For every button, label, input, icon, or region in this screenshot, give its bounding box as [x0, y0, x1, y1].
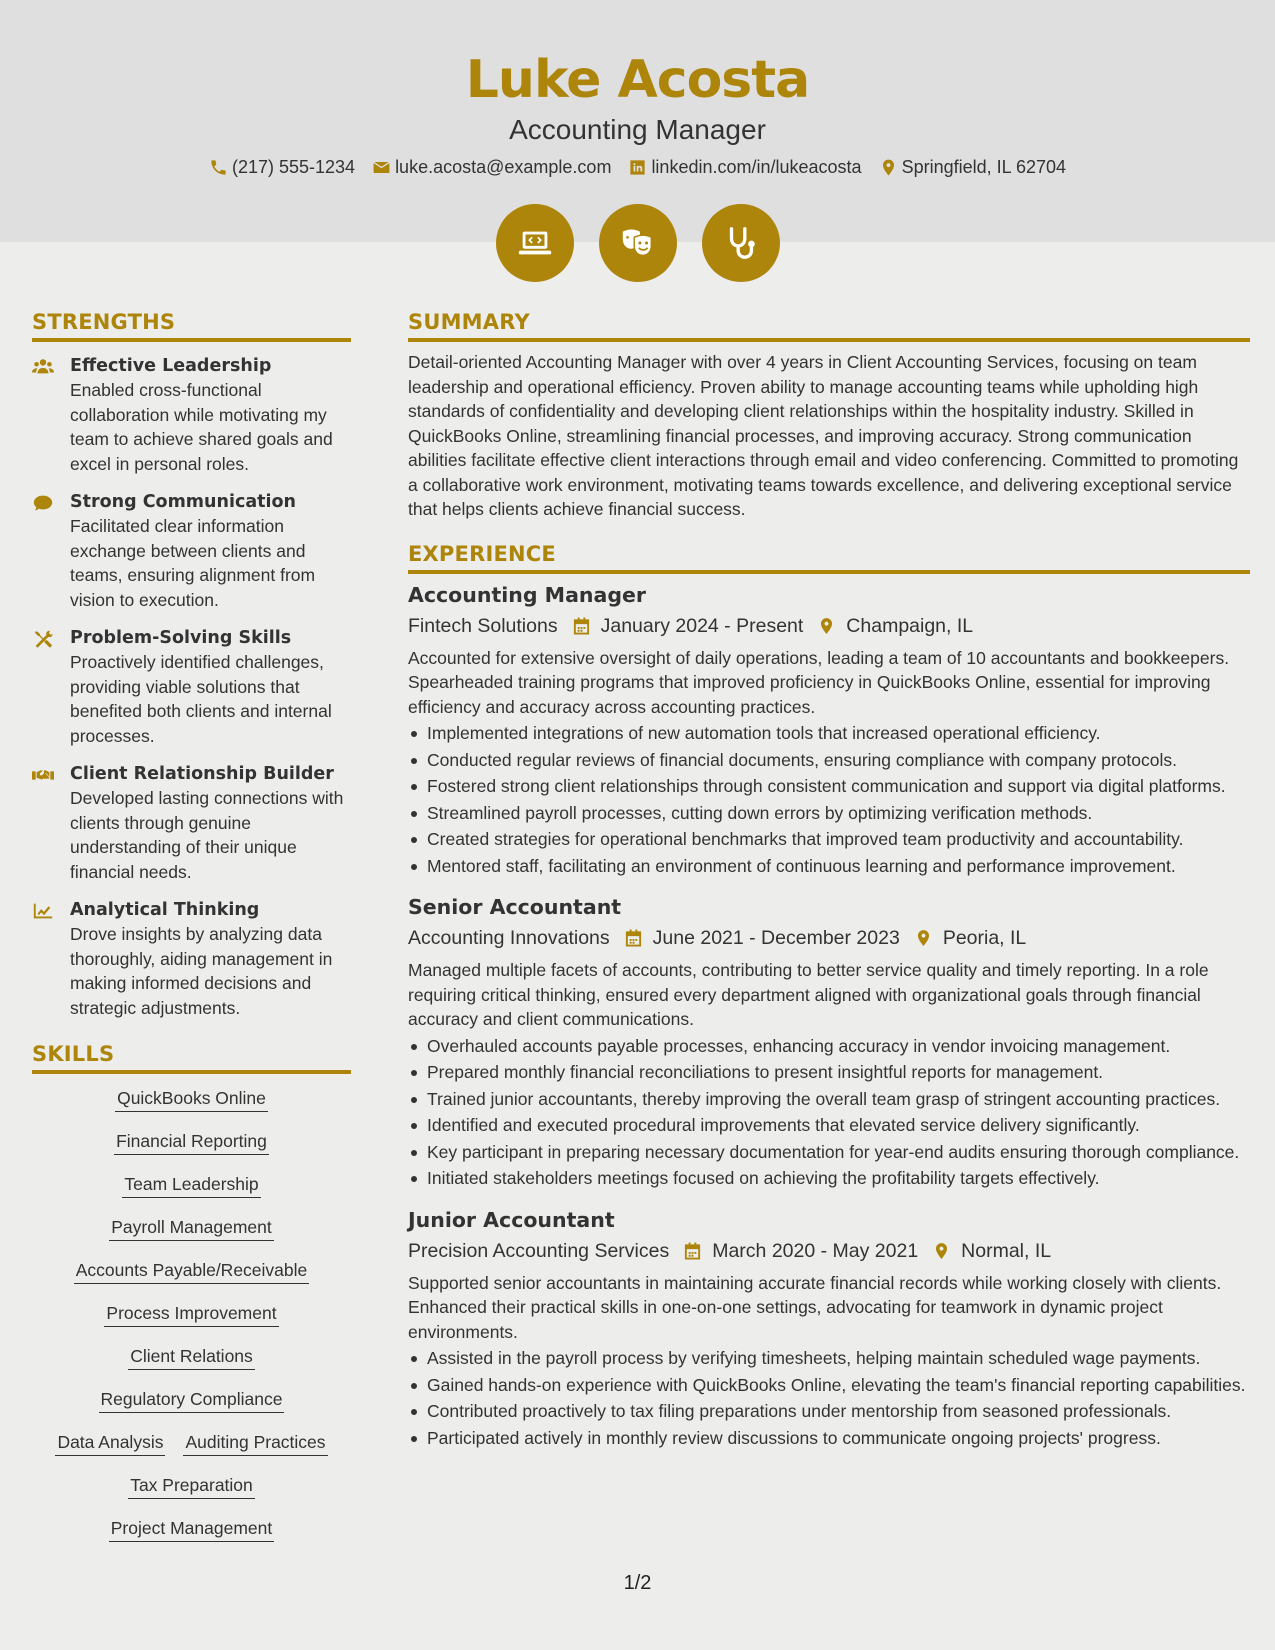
candidate-name: Luke Acosta	[465, 50, 810, 110]
map-marker-icon	[817, 616, 836, 636]
summary-heading: SUMMARY	[408, 308, 1250, 342]
strength-title: Client Relationship Builder	[70, 764, 334, 784]
strength-desc: Enabled cross-functional collaboration while motivating my team to achieve shared goals and excel in personal roles.	[70, 380, 333, 474]
strength-desc: Facilitated clear information exchange between clients and teams, ensuring alignment from vision to execution.	[70, 516, 316, 610]
job-title: Junior Accountant	[408, 1207, 615, 1232]
job-description: Managed multiple facets of accounts, contributing to better service quality and timely reporting. In a role requiring critical thinking, ensured every department aligned with organizational goals through financial accuracy and client communications.	[408, 960, 1209, 1029]
skills-list	[32, 1086, 351, 1542]
list-item: Prepared monthly financial reconciliations to present insightful reports for management.	[408, 1060, 1250, 1085]
linkedin-icon	[628, 158, 647, 177]
skill-tag: Payroll Management	[109, 1215, 274, 1241]
strength-title: Effective Leadership	[70, 356, 272, 376]
job-entry	[408, 1205, 1250, 1451]
job-company: Fintech Solutions	[408, 614, 558, 637]
linkedin-text: linkedin.com/in/lukeacosta	[651, 157, 862, 177]
experience-section	[408, 540, 1250, 1451]
job-meta	[408, 612, 1250, 640]
skill-tag: Process Improvement	[104, 1301, 278, 1327]
job-bullets	[408, 1034, 1250, 1191]
strength-title: Problem-Solving Skills	[70, 628, 292, 648]
contact-linkedin[interactable]	[628, 155, 861, 179]
strength-item	[32, 762, 351, 884]
strength-item	[32, 626, 351, 748]
map-marker-icon	[932, 1241, 951, 1261]
skill-tag: Financial Reporting	[114, 1129, 269, 1155]
job-location: Champaign, IL	[846, 614, 974, 637]
job-location: Peoria, IL	[942, 927, 1027, 949]
skill-tag: Project Management	[109, 1516, 274, 1542]
skill-tag: Client Relations	[128, 1344, 255, 1370]
calendar-icon	[572, 616, 591, 636]
envelope-icon	[372, 158, 391, 177]
list-item: Streamlined payroll processes, cutting down errors by optimizing verification methods.	[408, 801, 1250, 826]
strengths-list	[32, 354, 351, 1020]
skill-tag: Auditing Practices	[183, 1430, 327, 1456]
location-text: Springfield, IL 62704	[901, 157, 1067, 177]
strength-item	[32, 354, 351, 476]
job-title: Senior Accountant	[408, 895, 622, 919]
skill-tag: QuickBooks Online	[115, 1086, 268, 1112]
job-location: Normal, IL	[961, 1239, 1052, 1262]
list-item: Participated actively in monthly review discussions to communicate ongoing projects' progress.	[408, 1426, 1250, 1451]
phone-icon	[209, 158, 228, 177]
left-column	[32, 308, 351, 1542]
job-bullets	[408, 721, 1250, 878]
resume-header	[0, 46, 1275, 179]
job-bullets	[408, 1346, 1250, 1450]
list-item: Implemented integrations of new automation tools that increased operational efficiency.	[408, 721, 1250, 746]
contact-bar	[0, 155, 1275, 179]
strength-desc: Proactively identified challenges, providing viable solutions that benefited both clients and internal processes.	[70, 652, 332, 746]
job-entry	[408, 892, 1250, 1191]
skill-tag: Regulatory Compliance	[99, 1387, 285, 1413]
page-number: 1/2	[623, 1572, 652, 1594]
candidate-title: Accounting Manager	[509, 114, 766, 145]
tools-icon	[32, 629, 54, 649]
list-item: Mentored staff, facilitating an environment of continuous learning and performance improvement.	[408, 854, 1250, 879]
strengths-heading: STRENGTHS	[32, 308, 351, 342]
theater-masks-icon	[599, 204, 677, 282]
skill-tag: Tax Preparation	[128, 1473, 255, 1499]
job-title: Accounting Manager	[408, 582, 647, 607]
job-dates: June 2021 - December 2023	[652, 927, 900, 949]
users-icon	[32, 357, 54, 377]
phone-text: (217) 555-1234	[231, 157, 356, 177]
contact-phone[interactable]	[209, 155, 355, 179]
list-item: Fostered strong client relationships through consistent communication and support via digital platforms.	[408, 774, 1250, 799]
list-item: Key participant in preparing necessary documentation for year-end audits ensuring thorough compliance.	[408, 1140, 1250, 1165]
list-item: Contributed proactively to tax filing preparations under mentorship from seasoned professionals.	[408, 1399, 1250, 1424]
skill-tag: Accounts Payable/Receivable	[74, 1258, 310, 1284]
laptop-code-icon	[496, 204, 574, 282]
contact-location	[879, 155, 1066, 179]
map-marker-icon	[879, 158, 898, 177]
chart-line-icon	[32, 901, 54, 921]
list-item: Conducted regular reviews of financial documents, ensuring compliance with company protocols.	[408, 748, 1250, 773]
right-column	[408, 308, 1250, 1452]
skill-tag: Data Analysis	[55, 1430, 165, 1456]
interest-icons	[0, 204, 1275, 282]
strength-desc: Developed lasting connections with clients through genuine understanding of their unique financial needs.	[70, 788, 344, 882]
list-item: Overhauled accounts payable processes, enhancing accuracy in vendor invoicing management.	[408, 1034, 1250, 1059]
job-meta	[408, 1237, 1250, 1265]
job-company: Precision Accounting Services	[408, 1239, 670, 1262]
job-company: Accounting Innovations	[408, 927, 610, 949]
map-marker-icon	[914, 928, 933, 948]
job-dates: March 2020 - May 2021	[712, 1239, 919, 1262]
job-dates: January 2024 - Present	[600, 614, 804, 637]
calendar-icon	[683, 1241, 702, 1261]
job-entry	[408, 580, 1250, 879]
strength-item	[32, 898, 351, 1020]
strength-title: Analytical Thinking	[70, 900, 260, 920]
contact-email[interactable]	[372, 155, 611, 179]
list-item: Gained hands-on experience with QuickBooks Online, elevating the team's financial reporting capabilities.	[408, 1373, 1250, 1398]
experience-heading: EXPERIENCE	[408, 540, 1250, 574]
list-item: Initiated stakeholders meetings focused on achieving the profitability targets effectively.	[408, 1166, 1250, 1191]
strength-item	[32, 490, 351, 612]
list-item: Identified and executed procedural improvements that elevated service delivery significantly.	[408, 1113, 1250, 1138]
calendar-icon	[624, 928, 643, 948]
list-item: Assisted in the payroll process by verifying timesheets, helping maintain scheduled wage payments.	[408, 1346, 1250, 1371]
list-item: Trained junior accountants, thereby improving the overall team grasp of stringent accounting practices.	[408, 1087, 1250, 1112]
summary-text: Detail-oriented Accounting Manager with over 4 years in Client Accounting Services, focusing on team leadership and operational efficiency. Proven ability to manage accounting teams while upholding high standards of confidentiality and developing client relationships within the hospitality industry. Skilled in QuickBooks Online, streamlining financial processes, and improving accuracy. Strong communication abilities facilitate effective client interactions through email and video conferencing. Committed to promoting a collaborative work environment, motivating teams towards excellence, and delivering exceptional service that helps clients achieve financial success.	[408, 352, 1239, 519]
job-description: Accounted for extensive oversight of daily operations, leading a team of 10 accountants and bookkeepers. Spearheaded training programs that improved proficiency in QuickBooks Online, essential for improving efficiency and accuracy across accounting practices.	[408, 647, 1230, 717]
skills-heading: SKILLS	[32, 1040, 351, 1074]
handshake-icon	[32, 765, 54, 785]
comment-icon	[32, 493, 54, 513]
email-text: luke.acosta@example.com	[395, 157, 612, 177]
stethoscope-icon	[702, 204, 780, 282]
job-description: Supported senior accountants in maintaining accurate financial records while working closely with clients. Enhanced their practical skills in one-on-one settings, advocating for teamwork in dynamic project environments.	[408, 1272, 1222, 1342]
list-item: Created strategies for operational benchmarks that improved team productivity and accountability.	[408, 827, 1250, 852]
strength-title: Strong Communication	[70, 492, 296, 512]
strength-desc: Drove insights by analyzing data thoroughly, aiding management in making informed decisions and strategic adjustments.	[70, 924, 333, 1018]
job-meta	[408, 924, 1250, 952]
skill-tag: Team Leadership	[122, 1172, 260, 1198]
